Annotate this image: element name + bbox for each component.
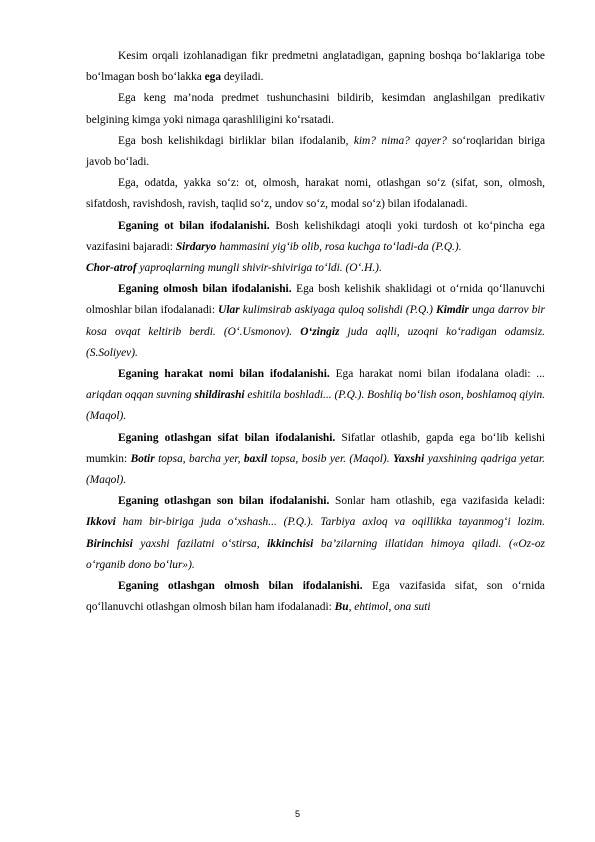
italic-text: yaproqlarning mungli shivir-shiviriga to‘ldi. (O‘.H.).: [136, 262, 382, 275]
text-run: Ega keng ma’noda predmet tushunchasini bildirib, kesimdan anglashilgan predikativ belgining kimga yoki nimaga qarashliligini ko‘rsatadi.: [86, 92, 545, 126]
text-run: Ega harakat nomi bilan ifodalana oladi:: [329, 368, 537, 381]
emphasis-text: Yaxshi: [393, 452, 425, 465]
italic-text: juda aqlli, uzoqni ko‘radigan odamsiz. (S.Soliyev).: [86, 325, 545, 359]
italic-text: ham bir-biriga juda o‘xshash... (P.Q.). Tarbiya axloq va oqillikka tayanmog‘i lozim.: [115, 516, 545, 529]
text-run: deyiladi.: [221, 71, 264, 84]
bold-italic-text: [131, 453, 155, 465]
bold-text: ega: [204, 71, 222, 84]
italic-text: kim? nima? qayer?: [353, 134, 447, 147]
emphasis-text: Ular: [218, 304, 240, 317]
emphasis-text: Botir: [130, 452, 155, 465]
bold-italic-text: [300, 326, 339, 338]
emphasis-text: O‘zingiz: [300, 325, 340, 338]
paragraph: [86, 576, 545, 618]
bold-italic-text: [267, 538, 313, 550]
paragraph: [86, 491, 545, 576]
emphasis-text: Sirdaryo: [175, 240, 217, 253]
paragraph: [86, 88, 545, 130]
emphasis-text: shildirashi: [194, 389, 245, 402]
text-run: Ega bosh kelishikdagi birliklar bilan ifodalanib,: [118, 134, 354, 147]
emphasis-text: baxil: [243, 452, 268, 465]
italic-text: eshitila boshladi... (P.Q.). Boshliq bo‘lish oson, boshlamoq qiyin. (Maqol).: [86, 389, 545, 423]
bold-italic-text: [176, 241, 217, 253]
text-run: Ega vazifasida sifat, son o‘rnida qo‘llanuvchi otlashgan olmosh bilan ham ifodalanadi:: [86, 580, 545, 614]
emphasis-text: Ikkovi: [86, 516, 116, 529]
text-run: Ega bosh kelishik shaklidagi ot o‘rnida qo‘llanuvchi olmoshlar bilan ifodalanadi:: [86, 283, 545, 317]
text-run: Kesim orqali izohlanadigan fikr predmetni anglatadigan, gapning boshqa bo‘laklariga tobe bo‘lmagan bosh bo‘lakka: [86, 50, 545, 84]
emphasis-text: Chor-atrof: [86, 262, 137, 275]
bold-italic-text: [86, 538, 133, 550]
bold-text: Eganing otlashgan sifat bilan ifodalanishi.: [118, 431, 336, 444]
bold-text: Eganing ot bilan ifodalanishi.: [118, 219, 270, 232]
bold-italic-text: [195, 389, 245, 401]
italic-text: ba’zilarning illatidan himoya qiladi. («Oz-oz o‘rganib dono bo‘lur»).: [86, 537, 545, 571]
bold-text: Eganing olmosh bilan ifodalanishi.: [118, 283, 292, 296]
paragraph: [86, 216, 545, 258]
italic-text: ... ariqdan oqqan suvning: [86, 368, 546, 402]
italic-text: hammasini yig‘ib olib, rosa kuchga to‘ladi-da (P.Q.).: [216, 240, 462, 253]
text-run: so‘roqlaridan biriga javob bo‘ladi.: [86, 134, 545, 169]
paragraph: [86, 173, 545, 215]
emphasis-text: Bu: [334, 601, 349, 614]
italic-text: kulimsirab askiyaga quloq solishdi (P.Q.): [239, 304, 437, 317]
paragraph: [86, 279, 545, 364]
paragraph: [86, 428, 545, 492]
paragraph: [86, 131, 545, 173]
bold-text: Eganing harakat nomi bilan ifodalanishi.: [118, 368, 330, 381]
text-run: Sifatlar otlashib, gapda ega bo‘lib kelishi mumkin:: [86, 431, 545, 465]
bold-italic-text: [393, 453, 424, 465]
body-text: [86, 46, 545, 618]
italic-text: yaxshining qadriga yetar. (Maqol).: [86, 452, 545, 487]
italic-text: topsa, bosib yer. (Maqol).: [267, 452, 394, 465]
text-run: Bosh kelishikdagi atoqli yoki turdosh ot ko‘pincha ega vazifasini bajaradi:: [86, 219, 545, 253]
bold-italic-text: [436, 304, 469, 316]
emphasis-text: ikkinchisi: [267, 537, 314, 550]
paragraph: [86, 364, 545, 428]
italic-text: topsa, barcha yer,: [154, 452, 244, 465]
text-run: Ega, odatda, yakka so‘z: ot, olmosh, harakat nomi, otlashgan so‘z (sifat, son, olmosh, sifatdosh, ravishdosh, ravish, taqlid so‘z, undov so‘z, modal so‘z) bilan ifodalanadi.: [86, 177, 545, 211]
italic-text: yaxshi fazilatni o‘stirsa,: [132, 537, 268, 550]
text-run: Sonlar ham otlashib, ega vazifasida keladi:: [329, 495, 545, 508]
bold-text: Eganing otlashgan olmosh bilan ifodalanishi.: [118, 580, 363, 593]
bold-italic-text: [218, 304, 240, 316]
bold-italic-text: [244, 453, 267, 465]
bold-italic-text: [335, 601, 349, 613]
bold-italic-text: [86, 516, 116, 528]
bold-italic-text: [86, 262, 137, 274]
italic-text: unga darrov bir kosa ovqat keltirib berdi. (O‘.Usmonov).: [86, 304, 545, 338]
page-number: 5: [294, 809, 300, 819]
paragraph: [86, 258, 545, 279]
emphasis-text: Kimdir: [436, 304, 469, 317]
bold-text: Eganing otlashgan son bilan ifodalanishi.: [118, 495, 330, 508]
italic-text: , ehtimol, ona suti: [348, 601, 431, 614]
emphasis-text: Birinchisi: [86, 537, 133, 550]
paragraph: [86, 46, 545, 88]
